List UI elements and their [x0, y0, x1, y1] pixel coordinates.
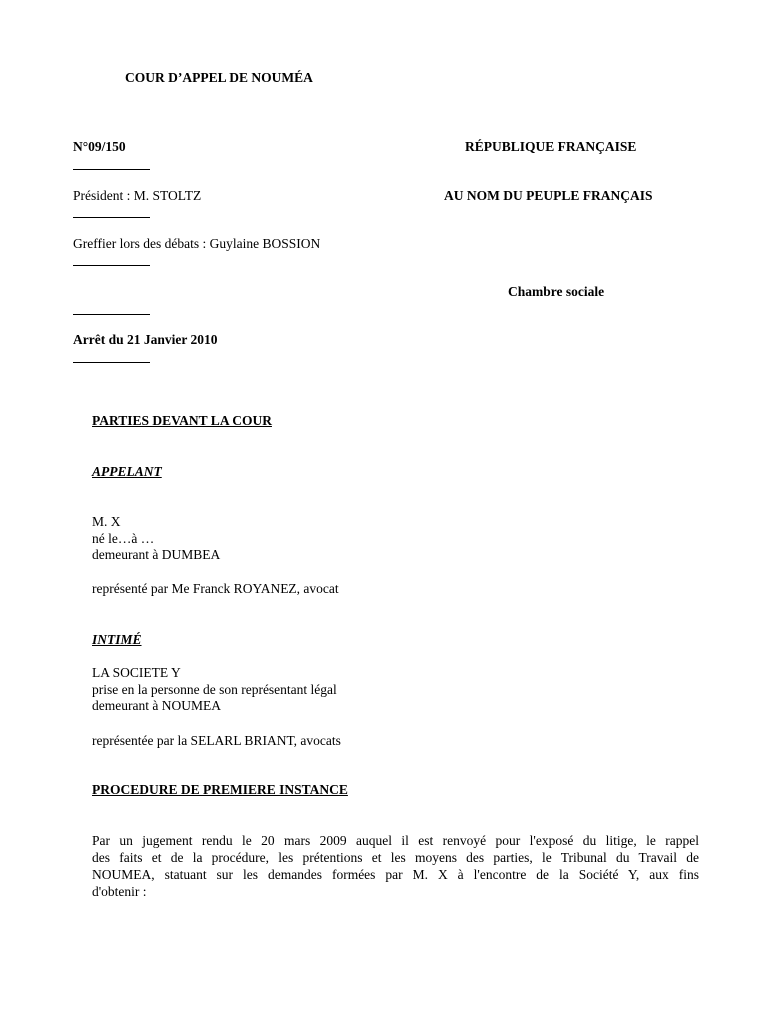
respondent-name: LA SOCIETE Y — [92, 665, 181, 680]
appellant-birth: né le…à … — [92, 530, 155, 546]
procedure-paragraph — [92, 832, 699, 900]
appellant-heading: APPELANT — [92, 464, 162, 479]
people-heading: AU NOM DU PEUPLE FRANÇAIS — [444, 188, 653, 203]
appellant-block — [92, 514, 220, 564]
president-line: Président : M. STOLTZ — [73, 188, 202, 203]
paragraph-line: NOUMEA, statuant sur les demandes formées par M. X à l'encontre de la Société Y, aux fins — [92, 867, 699, 882]
parties-heading: PARTIES DEVANT LA COUR — [92, 413, 272, 428]
paragraph-line: des faits et de la procédure, les prétentions et les moyens des parties, le Tribunal du Travail de — [92, 850, 699, 865]
respondent-heading: INTIMÉ — [92, 632, 142, 647]
separator-rule — [73, 362, 150, 363]
court-name: COUR D’APPEL DE NOUMÉA — [125, 70, 313, 85]
procedure-heading: PROCEDURE DE PREMIERE INSTANCE — [92, 782, 348, 797]
appellant-name: M. X — [92, 514, 121, 529]
respondent-capacity: prise en la personne de son représentant légal — [92, 681, 337, 697]
separator-rule — [73, 217, 150, 218]
case-number: N°09/150 — [73, 139, 126, 154]
paragraph-line: Par un jugement rendu le 20 mars 2009 auquel il est renvoyé pour l'exposé du litige, le rappel — [92, 833, 699, 848]
appellant-residence: demeurant à DUMBEA — [92, 547, 221, 562]
ruling-date: Arrêt du 21 Janvier 2010 — [73, 332, 218, 347]
separator-rule — [73, 265, 150, 266]
chamber-label: Chambre sociale — [508, 284, 605, 299]
respondent-block — [92, 665, 337, 715]
appellant-representation: représenté par Me Franck ROYANEZ, avocat — [92, 581, 339, 596]
respondent-residence: demeurant à NOUMEA — [92, 698, 221, 713]
paragraph-line: d'obtenir : — [92, 884, 147, 899]
separator-rule — [73, 169, 150, 170]
clerk-line: Greffier lors des débats : Guylaine BOSSION — [73, 236, 321, 251]
respondent-representation: représentée par la SELARL BRIANT, avocats — [92, 733, 341, 748]
republic-heading: RÉPUBLIQUE FRANÇAISE — [465, 139, 637, 154]
separator-rule — [73, 314, 150, 315]
